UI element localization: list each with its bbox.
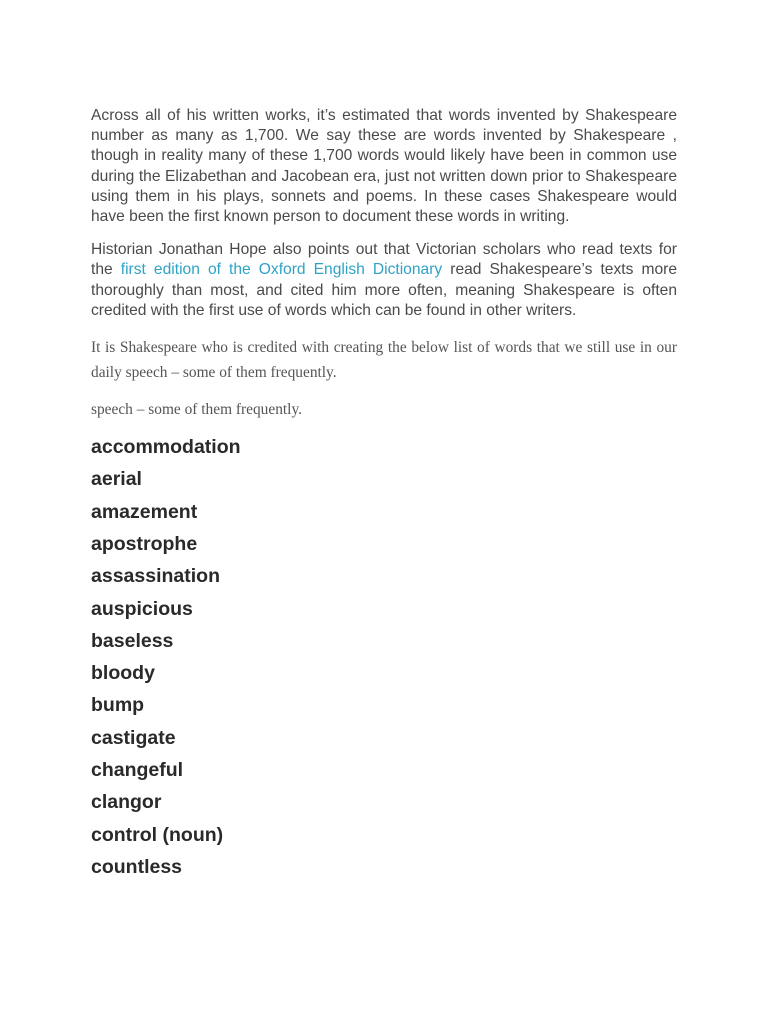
- list-item: amazement: [91, 500, 198, 523]
- list-item: baseless: [91, 629, 174, 652]
- word-list: [91, 431, 677, 883]
- paragraph-historian: [91, 240, 677, 321]
- list-item: bump: [91, 694, 145, 717]
- list-item: apostrophe: [91, 532, 198, 555]
- list-item: changeful: [91, 759, 184, 781]
- list-item: control (noun): [91, 823, 224, 846]
- oxford-dictionary-link[interactable]: first edition of the Oxford English Dictionary: [120, 261, 443, 279]
- paragraph-historian-text-after-link: read Shakespeare’s texts more thoroughly than most, and cited him more often, meaning Shakespeare is often credited with the first use of words which can be found in other writers.: [91, 261, 678, 319]
- list-item: assassination: [91, 565, 220, 588]
- list-item: aerial: [91, 468, 142, 491]
- word-list-intro-fragment: speech – some of them frequently.: [91, 401, 302, 419]
- list-item: auspicious: [91, 597, 193, 620]
- list-item: clangor: [91, 791, 162, 814]
- list-item: accommodation: [91, 436, 241, 459]
- list-item: bloody: [91, 662, 155, 685]
- word-list-intro: It is Shakespeare who is credited with creating the below list of words that we still use in our daily speech – some of them frequently.: [91, 339, 677, 382]
- list-item: castigate: [91, 726, 176, 749]
- article-body: [91, 106, 677, 883]
- list-item: countless: [91, 855, 183, 878]
- paragraph-intro: Across all of his written works, it’s estimated that words invented by Shakespeare number as many as 1,700. We say these are words invented by Shakespeare , though in reality many of these 1,700 words would likely have been in common use during the Elizabethan and Jacobean era, just not written down prior to Shakespeare using them in his plays, sonnets and poems. In these cases Shakespeare would have been the first known person to document these words in writing.: [91, 107, 677, 226]
- paragraph-historian-text-before-link: Historian Jonathan Hope also points out that Victorian scholars who read texts for the: [91, 241, 677, 279]
